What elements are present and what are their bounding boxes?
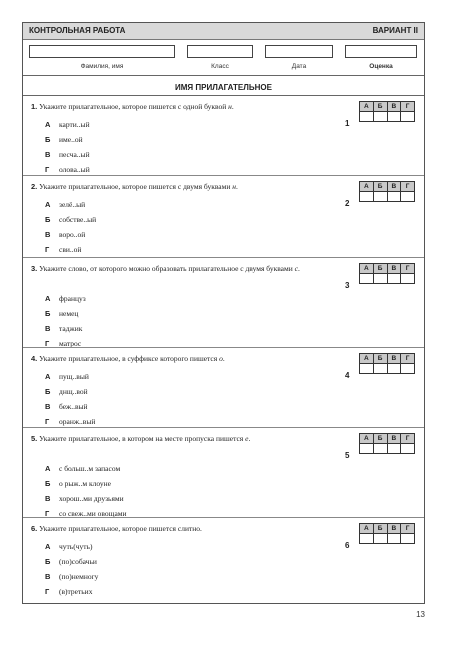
option-letter: В	[45, 572, 51, 581]
grid-header-cell: Г	[401, 182, 415, 192]
option-text: име..ой	[59, 135, 83, 144]
answer-row-number: 3	[345, 281, 350, 290]
date-field-label: Дата	[291, 63, 307, 70]
question-text	[31, 433, 361, 444]
answer-row-number: 6	[345, 541, 350, 550]
question-text	[31, 353, 361, 364]
section-title: ИМЯ ПРИЛАГАТЕЛЬНОЕ	[175, 83, 272, 92]
answer-option	[45, 371, 89, 382]
grid-header-cell: Б	[373, 264, 387, 274]
option-text: зелё..ый	[59, 200, 86, 209]
answer-option	[45, 556, 97, 567]
question-divider	[23, 175, 424, 176]
option-letter: Б	[45, 387, 51, 396]
option-letter: Б	[45, 135, 51, 144]
option-letter: Б	[45, 309, 51, 318]
answer-option	[45, 386, 88, 397]
option-text: немец	[59, 309, 79, 318]
grid-header-cell: Г	[401, 354, 415, 364]
option-text: днщ..вой	[59, 387, 88, 396]
page-number: 13	[416, 610, 425, 619]
grid-header-cell: А	[360, 434, 374, 444]
question-divider	[23, 427, 424, 428]
answer-grid	[359, 353, 415, 374]
answer-cell[interactable]	[387, 364, 401, 374]
answer-option	[45, 493, 124, 504]
answer-cell[interactable]	[401, 112, 415, 122]
option-text: (по)немногу	[59, 572, 99, 581]
question-letter: е	[245, 434, 249, 443]
option-text: хорош..ми друзьями	[59, 494, 124, 503]
option-text: собстве..ый	[59, 215, 97, 224]
answer-grid	[359, 181, 415, 202]
answer-option	[45, 214, 96, 225]
option-letter: А	[45, 464, 51, 473]
question-letter: с	[294, 264, 298, 273]
grid-header-cell: Б	[373, 102, 387, 112]
question-punct: .	[297, 264, 300, 273]
worksheet-frame	[22, 22, 425, 604]
option-text: (по)собачьи	[59, 557, 97, 566]
option-letter: Г	[45, 245, 50, 254]
grid-header-cell: Б	[373, 434, 387, 444]
date-field[interactable]	[265, 45, 333, 58]
answer-cell[interactable]	[387, 112, 401, 122]
option-text: песча..ый	[59, 150, 90, 159]
option-text: олова..ый	[59, 165, 90, 174]
answer-cell[interactable]	[401, 444, 415, 454]
question-number: 3.	[31, 264, 38, 273]
grade-field-label: Оценка	[369, 63, 393, 70]
answer-option	[45, 149, 90, 160]
answer-option	[45, 416, 95, 427]
answer-cell[interactable]	[387, 274, 401, 284]
option-letter: Г	[45, 587, 50, 596]
divider	[23, 95, 424, 96]
question-number: 5.	[31, 434, 38, 443]
answer-row-number: 2	[345, 199, 350, 208]
option-text: беж..вый	[59, 402, 88, 411]
question-letter: о	[219, 354, 223, 363]
grid-header-cell: В	[387, 354, 401, 364]
option-letter: В	[45, 494, 51, 503]
grid-header-cell: В	[387, 102, 401, 112]
option-text: таджик	[59, 324, 83, 333]
option-letter: А	[45, 372, 51, 381]
answer-option	[45, 463, 120, 474]
grid-header-cell: А	[360, 354, 374, 364]
grid-header-cell: Г	[401, 524, 415, 534]
answer-option	[45, 119, 90, 130]
grid-header-cell: Б	[373, 182, 387, 192]
grid-header-cell: А	[360, 182, 374, 192]
answer-cell[interactable]	[401, 274, 415, 284]
answer-cell[interactable]	[360, 274, 374, 284]
option-letter: В	[45, 324, 51, 333]
question-punct: .	[248, 434, 251, 443]
question-prompt: Укажите слово, от которого можно образовать прилагательное с двумя буквами	[39, 264, 295, 273]
option-text: француз	[59, 294, 86, 303]
option-letter: Г	[45, 339, 50, 348]
answer-grid	[359, 263, 415, 284]
answer-option	[45, 134, 83, 145]
answer-cell[interactable]	[387, 444, 401, 454]
grid-header-cell: Б	[373, 524, 387, 534]
option-text: чуть(чуть)	[59, 542, 93, 551]
question-prompt: Укажите прилагательное, которое пишется с двумя буквами	[39, 182, 233, 191]
answer-cell[interactable]	[360, 192, 374, 202]
variant-label: ВАРИАНТ II	[372, 26, 418, 35]
option-text: о рыж..м клоуне	[59, 479, 111, 488]
question-letter: н	[228, 102, 232, 111]
question-prompt: Укажите прилагательное, в котором на месте пропуска пишется	[39, 434, 246, 443]
option-letter: В	[45, 230, 51, 239]
option-text: воро..ой	[59, 230, 86, 239]
answer-option	[45, 308, 78, 319]
class-field[interactable]	[187, 45, 253, 58]
answer-grid	[359, 101, 415, 122]
grid-header-cell: Г	[401, 434, 415, 444]
answer-cell[interactable]	[360, 444, 374, 454]
option-text: матрос	[59, 339, 82, 348]
option-letter: Б	[45, 479, 51, 488]
answer-option	[45, 229, 85, 240]
option-text: оранж..вый	[59, 417, 96, 426]
question-prompt: Укажите прилагательное, которое пишется слитно.	[39, 524, 202, 533]
question-text	[31, 181, 361, 192]
question-number: 4.	[31, 354, 38, 363]
answer-cell[interactable]	[373, 534, 387, 544]
question-text	[31, 523, 361, 534]
option-text: сви..ой	[59, 245, 82, 254]
option-text: с больш..м запасом	[59, 464, 121, 473]
answer-row-number: 5	[345, 451, 350, 460]
option-letter: А	[45, 120, 51, 129]
answer-cell[interactable]	[401, 364, 415, 374]
grid-header-cell: Г	[401, 102, 415, 112]
answer-option	[45, 571, 98, 582]
answer-cell[interactable]	[373, 364, 387, 374]
option-text: со свеж..ми овощами	[59, 509, 127, 518]
answer-row-number: 4	[345, 371, 350, 380]
grid-header-cell: В	[387, 182, 401, 192]
header-title: КОНТРОЛЬНАЯ РАБОТА	[29, 26, 126, 35]
question-number: 2.	[31, 182, 38, 191]
answer-row-number: 1	[345, 119, 350, 128]
question-prompt: Укажите прилагательное, которое пишется с одной буквой	[39, 102, 229, 111]
answer-grid	[359, 523, 415, 544]
question-punct: .	[235, 182, 238, 191]
name-field[interactable]	[29, 45, 175, 58]
option-letter: В	[45, 150, 51, 159]
option-letter: Г	[45, 417, 50, 426]
answer-cell[interactable]	[360, 534, 374, 544]
answer-cell[interactable]	[387, 534, 401, 544]
option-text: (в)третьих	[59, 587, 93, 596]
grade-field[interactable]	[345, 45, 417, 58]
question-number: 1.	[31, 102, 38, 111]
question-punct: .	[231, 102, 234, 111]
answer-cell[interactable]	[401, 534, 415, 544]
answer-grid	[359, 433, 415, 454]
divider	[23, 75, 424, 76]
option-letter: Г	[45, 165, 50, 174]
answer-cell[interactable]	[360, 364, 374, 374]
answer-cell[interactable]	[373, 192, 387, 202]
question-divider	[23, 517, 424, 518]
question-prompt: Укажите прилагательное, в суффиксе которого пишется	[39, 354, 220, 363]
answer-cell[interactable]	[373, 274, 387, 284]
question-punct: .	[222, 354, 225, 363]
grid-header-cell: В	[387, 524, 401, 534]
answer-cell[interactable]	[373, 112, 387, 122]
grid-header-cell: А	[360, 264, 374, 274]
answer-option	[45, 401, 88, 412]
grid-header-cell: В	[387, 434, 401, 444]
grid-header-cell: Г	[401, 264, 415, 274]
question-divider	[23, 257, 424, 258]
question-letter: н	[232, 182, 236, 191]
answer-option	[45, 164, 90, 175]
option-text: карти..ый	[59, 120, 90, 129]
header-bar	[23, 23, 424, 40]
answer-option	[45, 244, 81, 255]
grid-header-cell: А	[360, 102, 374, 112]
class-field-label: Класс	[211, 63, 229, 70]
question-number: 6.	[31, 524, 38, 533]
answer-option	[45, 478, 111, 489]
answer-cell[interactable]	[387, 192, 401, 202]
answer-cell[interactable]	[360, 112, 374, 122]
answer-option	[45, 293, 86, 304]
option-letter: Б	[45, 215, 51, 224]
question-divider	[23, 347, 424, 348]
option-letter: Г	[45, 509, 50, 518]
answer-option	[45, 586, 92, 597]
name-field-label: Фамилия, имя	[80, 63, 124, 70]
question-text	[31, 101, 361, 112]
option-letter: А	[45, 200, 51, 209]
option-letter: А	[45, 542, 51, 551]
grid-header-cell: Б	[373, 354, 387, 364]
option-letter: А	[45, 294, 51, 303]
answer-option	[45, 199, 85, 210]
grid-header-cell: В	[387, 264, 401, 274]
answer-cell[interactable]	[373, 444, 387, 454]
option-letter: Б	[45, 557, 51, 566]
question-text	[31, 263, 361, 274]
option-text: пущ..вый	[59, 372, 89, 381]
answer-option	[45, 541, 92, 552]
answer-cell[interactable]	[401, 192, 415, 202]
answer-option	[45, 323, 82, 334]
option-letter: В	[45, 402, 51, 411]
grid-header-cell: А	[360, 524, 374, 534]
